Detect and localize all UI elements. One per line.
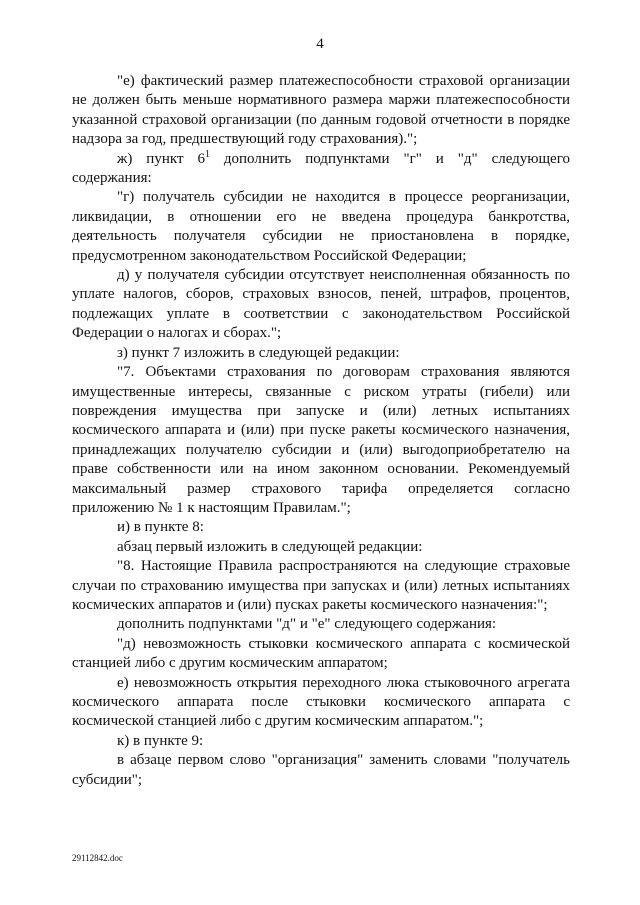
paragraph: е) невозможность открытия переходного люка стыковочного агрегата космического аппарата после стыковки космического аппарата с космической станцией либо с другим космическим аппаратом."; xyxy=(72,674,570,730)
paragraph: и) в пункте 8: xyxy=(117,519,204,536)
page-number: 4 xyxy=(316,36,324,52)
paragraph-text: дополнить подпунктами "г" и "д" следующего содержания: xyxy=(72,150,570,187)
paragraph: в абзаце первом слово "организация" заменить словами "получатель субсидии"; xyxy=(72,752,570,788)
paragraph: "7. Объектами страхования по договорам страхования являются имущественные интересы, связанные с риском утраты (гибели) или повреждения имущества при запуске и (или) летных испытаниях космического аппарата и (или) при пуске ракеты космического назначения, принадлежащих получателю субсидии и (или) выгодоприобретателю на праве собственности или на ином законном основании. Рекомендуемый максимальный размер страхового тарифа определяется согласно приложению № 1 к настоящим Правилам."; xyxy=(72,364,570,516)
paragraph: абзац первый изложить в следующей редакции: xyxy=(117,538,423,555)
superscript: 1 xyxy=(204,148,210,160)
paragraph: "8. Настоящие Правила распространяются на следующие страховые случаи по страхованию имущества при запусках и (или) летных испытаниях космических аппаратов и (или) пусках ракеты космического назначения:"; xyxy=(72,558,570,613)
paragraph: дополнить подпунктами "д" и "е" следующего содержания: xyxy=(117,616,497,633)
paragraph-text: ж) пункт 6 xyxy=(117,150,205,167)
paragraph: к) в пункте 9: xyxy=(117,732,204,749)
paragraph: д) у получателя субсидии отсутствует неисполненная обязанность по уплате налогов, сборов, страховых взносов, пеней, штрафов, процентов, подлежащих уплате в соответствии с законодательством Российской Федерации о налогах и сборах."; xyxy=(72,267,570,342)
paragraph: з) пункт 7 изложить в следующей редакции: xyxy=(117,344,400,361)
footer-filename: 29112842.doc xyxy=(72,853,123,863)
paragraph: "е) фактический размер платежеспособности страховой организации не должен быть меньше нормативного размера маржи платежеспособности указанной страховой организации (по данным годовой отчетности в порядке надзора за год, предшествующий году страхования)."; xyxy=(72,73,570,148)
paragraph: "г) получатель субсидии не находится в процессе реорганизации, ликвидации, в отношении его не введена процедура банкротства, деятельность получателя субсидии не приостановлена в порядке, предусмотренном законодательством Российской Федерации; xyxy=(72,189,570,264)
document-body xyxy=(72,72,570,790)
paragraph: "д) невозможность стыковки космического аппарата с космической станцией либо с другим космическим аппаратом; xyxy=(72,635,570,672)
paragraph xyxy=(72,150,570,189)
